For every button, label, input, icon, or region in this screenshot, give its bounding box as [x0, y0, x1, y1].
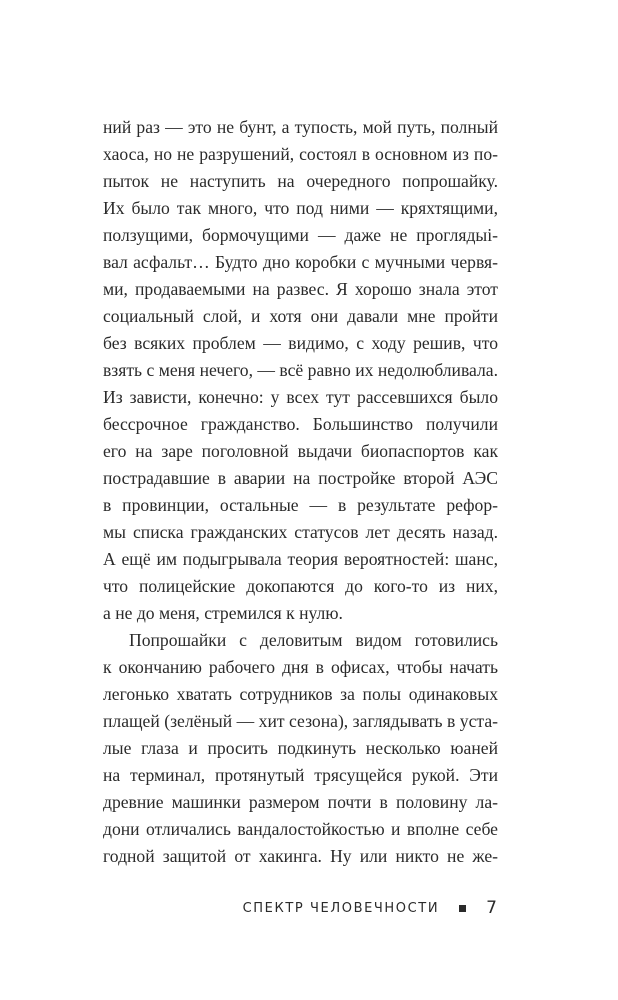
text-line: вал асфальт… Будто дно коробки с мучными червя-	[103, 252, 498, 272]
text-line: годной защитой от хакинга. Ну или никто не же-	[103, 846, 498, 866]
text-line: на терминал, протянутый трясущейся рукой. Эти	[103, 765, 498, 785]
text-line: Из зависти, конечно: у всех тут рассевшихся было	[103, 387, 498, 407]
text-line: ползущими, бормочущими — даже не проглядыі-	[103, 225, 498, 245]
text-line: его на заре поголовной выдачи биопаспортов как	[103, 441, 498, 461]
text-line: без всяких проблем — видимо, с ходу решив, что	[103, 333, 498, 353]
text-line: пыток не наступить на очередного попрошайку.	[103, 171, 498, 191]
text-line: древние машинки размером почти в половину ла-	[103, 792, 498, 812]
text-line: мы списка гражданских статусов лет десять назад.	[103, 522, 498, 542]
text-line: ми, продаваемыми на развес. Я хорошо знала этот	[103, 279, 498, 299]
text-line: в провинции, остальные — в результате рефор-	[103, 495, 498, 515]
square-separator-icon	[459, 905, 466, 912]
running-title: СПЕКТР ЧЕЛОВЕЧНОСТИ	[242, 900, 440, 916]
text-line: бессрочное гражданство. Большинство получили	[103, 414, 498, 434]
text-line: А ещё им подыгрывала теория вероятностей: шанс,	[103, 549, 498, 569]
text-line: Их было так много, что под ними — кряхтящими,	[103, 198, 498, 218]
page-number: 7	[486, 898, 497, 918]
text-line: социальный слой, и хотя они давали мне пройти	[103, 306, 498, 326]
text-line: Попрошайки с деловитым видом готовились	[129, 630, 498, 650]
text-line: плащей (зелёный — хит сезона), заглядывать в уста-	[103, 711, 498, 731]
text-line: взять с меня нечего, — всё равно их недолюбливала.	[103, 360, 498, 380]
text-line: что полицейские докопаются до кого-то из них,	[103, 576, 498, 596]
text-line: хаоса, но не разрушений, состоял в основном из по-	[103, 144, 498, 164]
text-line: к окончанию рабочего дня в офисах, чтобы начать	[103, 657, 498, 677]
text-line: дони отличались вандалостойкостью и вполне себе	[103, 819, 498, 839]
text-line: ний раз — это не бунт, а тупость, мой путь, полный	[103, 117, 498, 137]
text-line: пострадавшие в аварии на постройке второй АЭС	[103, 468, 498, 488]
page-body	[103, 114, 498, 870]
text-line: легонько хватать сотрудников за полы одинаковых	[103, 684, 498, 704]
page-footer	[243, 898, 497, 918]
text-line: лые глаза и просить подкинуть несколько юаней	[103, 738, 498, 758]
text-line: а не до меня, стремился к нулю.	[103, 603, 343, 623]
